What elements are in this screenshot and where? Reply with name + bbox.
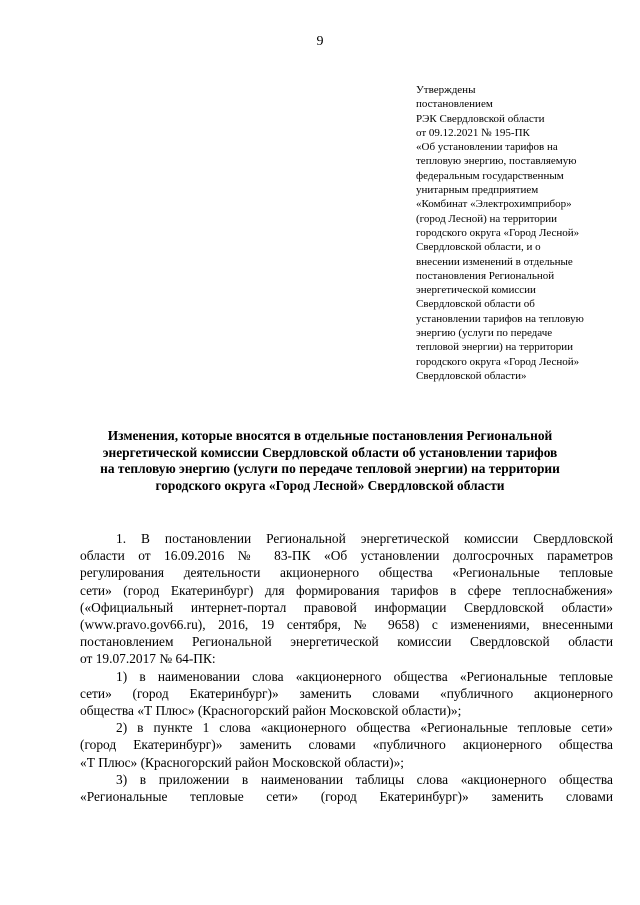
approval-line: постановлением xyxy=(416,98,493,111)
approval-line: постановления Региональной xyxy=(416,269,555,282)
document-title xyxy=(80,428,580,494)
approval-line: энергию (услуги по передаче xyxy=(416,327,553,340)
body-line: «Региональные тепловые сети» (город Екатеринбург)» заменить словами xyxy=(80,789,613,805)
body-line: 3) в приложении в наименовании таблицы слова «акционерного общества xyxy=(116,771,613,787)
title-line: энергетической комиссии Свердловской области об установлении тарифов xyxy=(102,444,558,460)
body-line: от 19.07.2017 № 64-ПК: xyxy=(80,651,216,667)
approval-line: от 09.12.2021 № 195-ПК xyxy=(416,126,530,139)
approval-line: РЭК Свердловской области xyxy=(416,112,545,125)
title-line: на тепловую энергию (услуги по передаче тепловой энергии) на территории xyxy=(100,461,560,477)
approval-line: Свердловской области, и о xyxy=(416,241,541,254)
approval-line: тепловой энергии) на территории xyxy=(416,341,574,354)
approval-block xyxy=(416,83,616,383)
approval-line: установлении тарифов на тепловую xyxy=(416,312,584,325)
body-line: («Официальный интернет-портал правовой информации Свердловской области» xyxy=(80,599,613,615)
document-body xyxy=(80,530,613,805)
body-line: 1) в наименовании слова «акционерного общества «Региональные тепловые xyxy=(116,668,613,684)
approval-line: «Комбинат «Электрохимприбор» xyxy=(416,198,572,211)
approval-line: тепловую энергию, поставляемую xyxy=(416,155,577,168)
body-line: (www.pravo.gov66.ru), 2016, 19 сентября, № 9658) с изменениями, внесенными xyxy=(80,617,613,633)
approval-line: «Об установлении тарифов на xyxy=(416,141,558,154)
body-line: сети» (город Екатеринбург)» заменить словами «публичного акционерного xyxy=(80,685,613,701)
body-line: (город Екатеринбург)» заменить словами «публичного акционерного общества xyxy=(80,737,613,753)
page-number: 9 xyxy=(316,34,324,49)
body-line: общества «Т Плюс» (Красногорский район Московской области)»; xyxy=(80,703,462,719)
body-line: области от 16.09.2016 № 83-ПК «Об установлении долгосрочных параметров xyxy=(80,548,613,564)
body-line: 2) в пункте 1 слова «акционерного общества «Региональные тепловые сети» xyxy=(116,720,613,736)
approval-line: унитарным предприятием xyxy=(416,184,539,197)
body-line: «Т Плюс» (Красногорский район Московской области)»; xyxy=(80,754,405,770)
body-line: регулирования деятельности акционерного общества «Региональные тепловые xyxy=(80,565,613,581)
approval-line: городского округа «Город Лесной» xyxy=(416,355,580,368)
approval-line: (город Лесной) на территории xyxy=(416,212,558,225)
body-line: сети» (город Екатеринбург) для формирования тарифов в сфере теплоснабжения» xyxy=(80,582,613,598)
title-line: Изменения, которые вносятся в отдельные постановления Региональной xyxy=(107,428,553,443)
title-line: городского округа «Город Лесной» Свердловской области xyxy=(155,477,505,493)
approval-line: федеральным государственным xyxy=(416,169,564,182)
approval-line: городского округа «Город Лесной» xyxy=(416,226,580,239)
approval-line: Утверждены xyxy=(416,84,476,96)
approval-line: Свердловской области об xyxy=(416,298,535,311)
body-line: постановлением Региональной энергетической комиссии Свердловской области xyxy=(80,634,613,650)
approval-line: внесении изменений в отдельные xyxy=(416,255,573,268)
approval-line: Свердловской области» xyxy=(416,369,527,382)
approval-line: энергетической комиссии xyxy=(416,284,536,297)
body-line: 1. В постановлении Региональной энергетической комиссии Свердловской xyxy=(116,531,613,546)
